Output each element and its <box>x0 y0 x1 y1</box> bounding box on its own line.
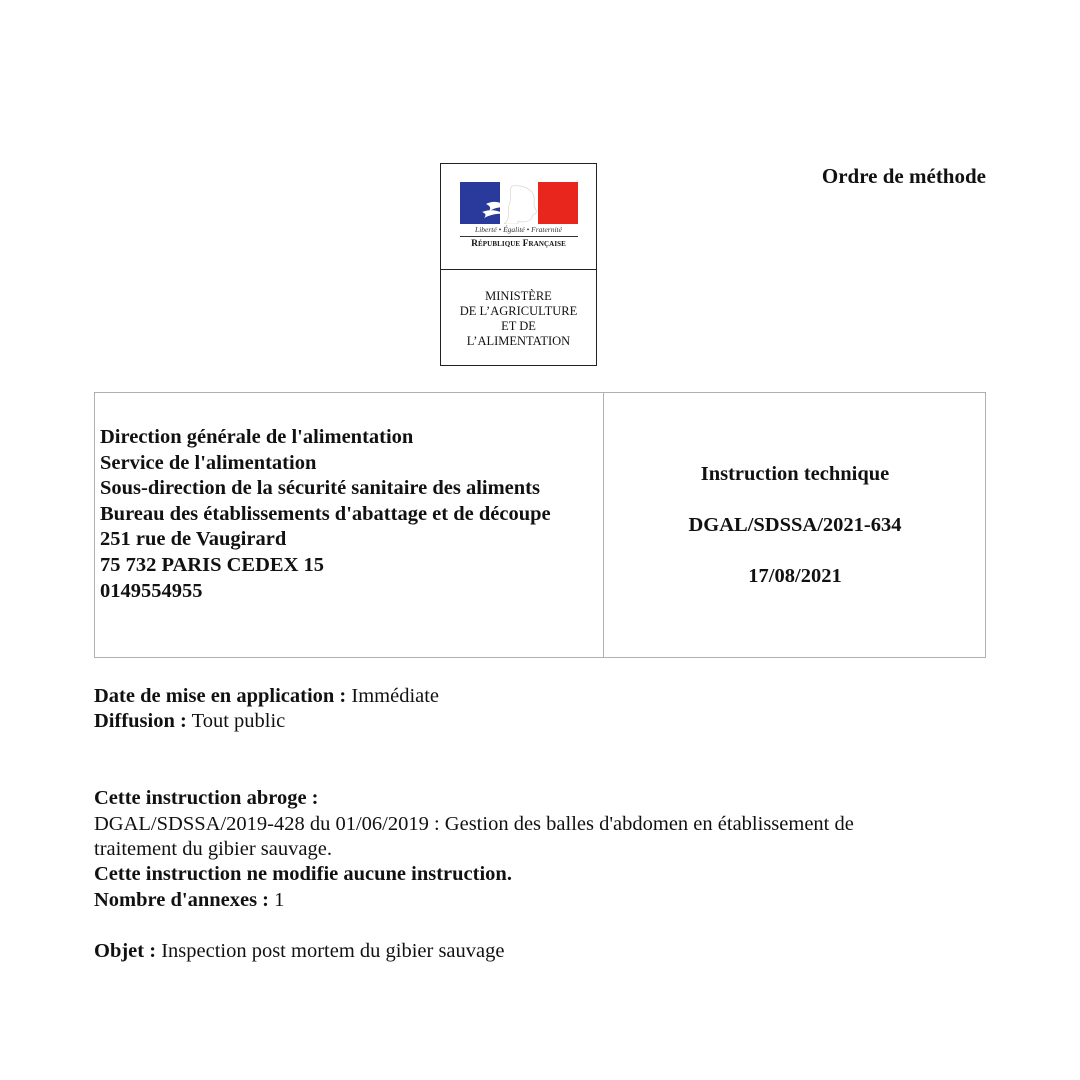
ministry-name-line: DE L’AGRICULTURE <box>459 304 578 318</box>
instruction-type: Instruction technique <box>700 463 890 485</box>
abroge-text-line2: traitement du gibier sauvage. <box>94 838 332 860</box>
annexes-count <box>94 889 284 912</box>
annexes-label: Nombre d'annexes : <box>94 889 270 911</box>
diffusion-value: Tout public <box>186 710 286 732</box>
issuer-line: Bureau des établissements d'abattage et de découpe <box>100 502 551 525</box>
issuer-address <box>100 425 551 604</box>
diffusion-label: Diffusion : <box>94 710 187 732</box>
objet-value: Inspection post mortem du gibier sauvage <box>156 940 505 962</box>
document-type-label: Ordre de méthode <box>821 164 986 188</box>
logo-divider <box>460 236 578 237</box>
diffusion <box>94 710 285 733</box>
issuer-line: 75 732 PARIS CEDEX 15 <box>100 553 324 576</box>
application-date-label: Date de mise en application : <box>94 685 347 707</box>
application-date-value: Immédiate <box>346 685 440 707</box>
issuer-line: 251 rue de Vaugirard <box>100 528 287 551</box>
instruction-date: 17/08/2021 <box>748 565 842 587</box>
issuer-line: Direction générale de l'alimentation <box>100 426 414 448</box>
issuer-line: 0149554955 <box>100 579 203 602</box>
instruction-reference: DGAL/SDSSA/2021-634 <box>688 514 902 536</box>
abroge-label: Cette instruction abroge : <box>94 787 319 809</box>
issuer-line: Sous-direction de la sécurité sanitaire des aliments <box>100 477 540 500</box>
ministry-name-line: L’ALIMENTATION <box>466 334 571 348</box>
logo-motto: Liberté • Égalité • Fraternité <box>475 225 562 234</box>
modifie-statement: Cette instruction ne modifie aucune instruction. <box>94 863 512 885</box>
ministry-name-line: ET DE <box>501 319 536 333</box>
ministry-name-line: MINISTÈRE <box>485 289 552 303</box>
republic-logo-block <box>441 164 596 270</box>
objet <box>94 940 504 963</box>
header-table <box>94 392 986 658</box>
ministry-name <box>441 289 596 349</box>
instruction-info <box>604 463 986 616</box>
objet-label: Objet : <box>94 940 157 962</box>
marianne-flag-icon <box>460 182 578 224</box>
ministry-logo <box>440 163 597 366</box>
issuer-line: Service de l'alimentation <box>100 451 317 474</box>
abroge-text-line1: DGAL/SDSSA/2019-428 du 01/06/2019 : Gestion des balles d'abdomen en établissement de <box>94 813 854 835</box>
annexes-value: 1 <box>269 889 285 911</box>
application-date <box>94 685 439 708</box>
logo-republic-name: République Française <box>471 239 566 249</box>
